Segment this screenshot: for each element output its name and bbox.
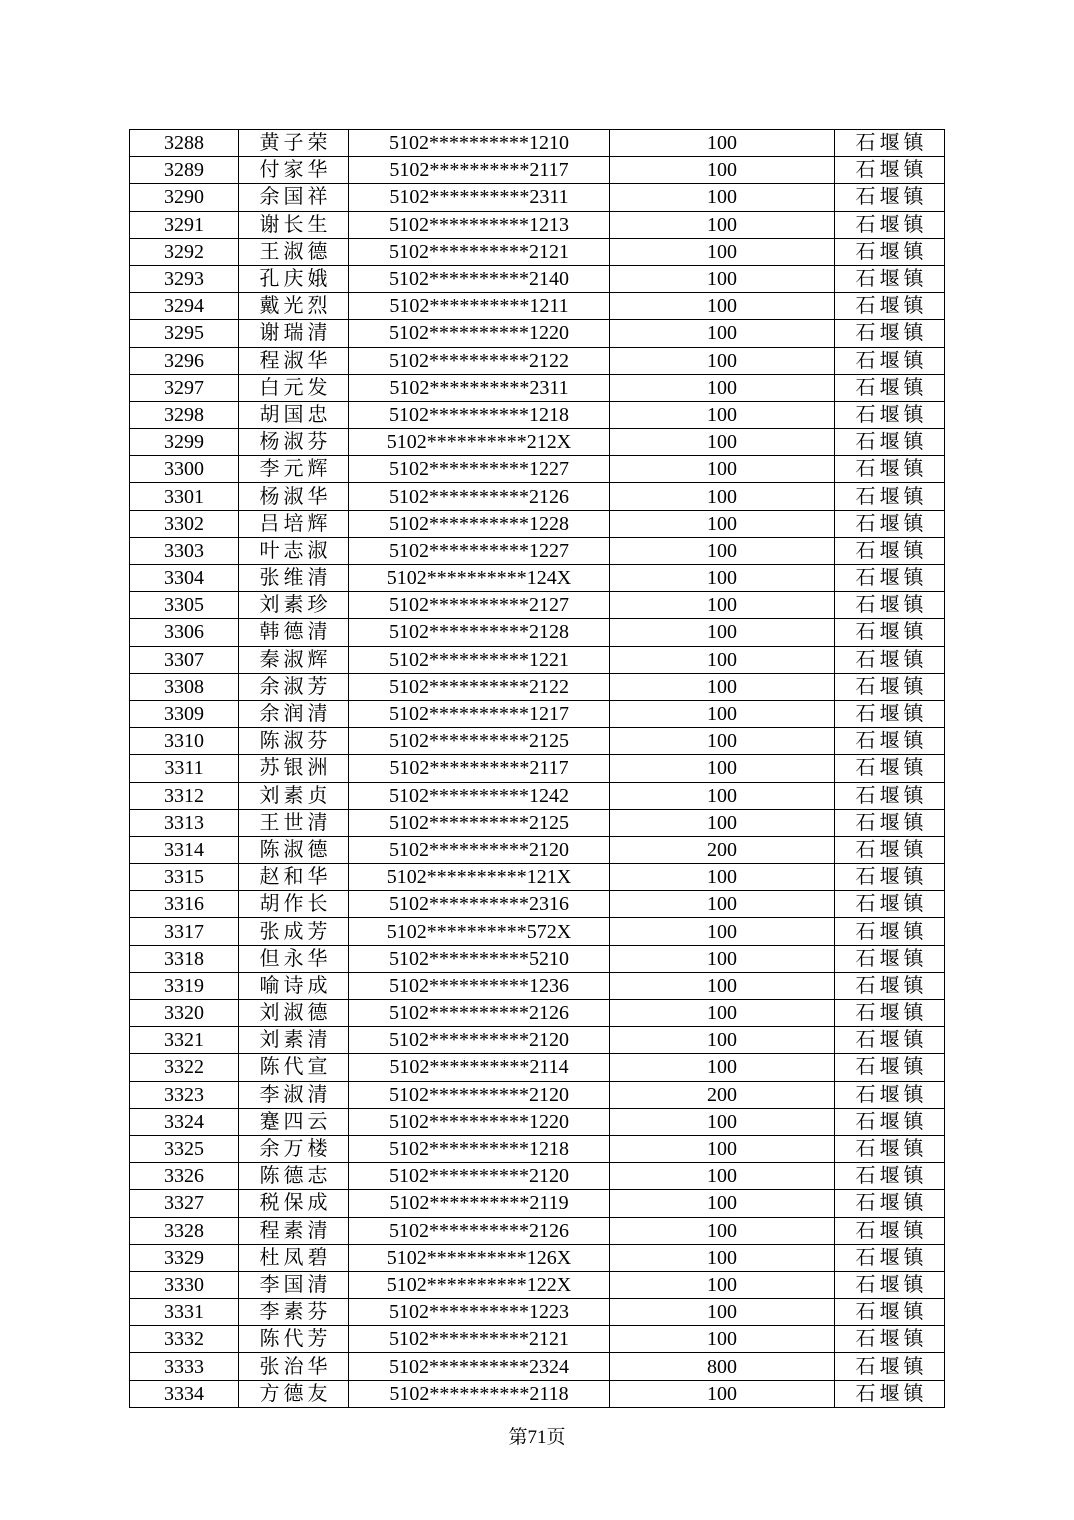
cell-person-name: 谢长生: [239, 211, 349, 238]
cell-person-name: 杜凤碧: [239, 1244, 349, 1271]
table-row: [130, 646, 945, 673]
cell-town: 石堰镇: [835, 293, 945, 320]
cell-serial-number: 3299: [130, 429, 239, 456]
cell-town: 石堰镇: [835, 374, 945, 401]
cell-town: 石堰镇: [835, 891, 945, 918]
cell-person-name: 余万楼: [239, 1135, 349, 1162]
cell-serial-number: 3298: [130, 401, 239, 428]
cell-town: 石堰镇: [835, 320, 945, 347]
cell-town: 石堰镇: [835, 1326, 945, 1353]
cell-serial-number: 3319: [130, 972, 239, 999]
cell-person-name: 胡国忠: [239, 401, 349, 428]
cell-amount: 100: [610, 211, 835, 238]
table-row: [130, 1353, 945, 1380]
table-row: [130, 401, 945, 428]
cell-serial-number: 3313: [130, 809, 239, 836]
cell-amount: 100: [610, 1380, 835, 1407]
cell-amount: 100: [610, 1244, 835, 1271]
table-row: [130, 1108, 945, 1135]
cell-id-number: 5102**********2118: [349, 1380, 610, 1407]
cell-amount: 100: [610, 1326, 835, 1353]
cell-amount: 100: [610, 782, 835, 809]
cell-serial-number: 3311: [130, 755, 239, 782]
table-row: [130, 1081, 945, 1108]
cell-id-number: 5102**********121X: [349, 864, 610, 891]
cell-serial-number: 3328: [130, 1217, 239, 1244]
cell-town: 石堰镇: [835, 238, 945, 265]
cell-amount: 100: [610, 483, 835, 510]
table-row: [130, 1054, 945, 1081]
cell-serial-number: 3330: [130, 1271, 239, 1298]
cell-person-name: 胡作长: [239, 891, 349, 918]
cell-town: 石堰镇: [835, 1108, 945, 1135]
cell-person-name: 刘素贞: [239, 782, 349, 809]
cell-id-number: 5102**********2119: [349, 1190, 610, 1217]
cell-person-name: 程素清: [239, 1217, 349, 1244]
cell-amount: 100: [610, 619, 835, 646]
cell-town: 石堰镇: [835, 700, 945, 727]
table-row: [130, 864, 945, 891]
cell-id-number: 5102**********1220: [349, 320, 610, 347]
cell-amount: 100: [610, 429, 835, 456]
cell-person-name: 孔庆娥: [239, 265, 349, 292]
cell-person-name: 韩德清: [239, 619, 349, 646]
cell-id-number: 5102**********2120: [349, 836, 610, 863]
table-row: [130, 537, 945, 564]
table-row: [130, 1271, 945, 1298]
cell-serial-number: 3314: [130, 836, 239, 863]
cell-serial-number: 3305: [130, 592, 239, 619]
table-row: [130, 673, 945, 700]
cell-id-number: 5102**********1220: [349, 1108, 610, 1135]
cell-id-number: 5102**********2121: [349, 238, 610, 265]
cell-person-name: 白元发: [239, 374, 349, 401]
cell-amount: 100: [610, 1027, 835, 1054]
cell-town: 石堰镇: [835, 483, 945, 510]
cell-person-name: 叶志淑: [239, 537, 349, 564]
cell-amount: 100: [610, 864, 835, 891]
cell-serial-number: 3327: [130, 1190, 239, 1217]
cell-id-number: 5102**********572X: [349, 918, 610, 945]
cell-town: 石堰镇: [835, 972, 945, 999]
cell-town: 石堰镇: [835, 728, 945, 755]
table-row: [130, 1244, 945, 1271]
cell-amount: 100: [610, 972, 835, 999]
cell-town: 石堰镇: [835, 782, 945, 809]
cell-person-name: 李元辉: [239, 456, 349, 483]
cell-person-name: 余淑芳: [239, 673, 349, 700]
cell-serial-number: 3307: [130, 646, 239, 673]
cell-id-number: 5102**********2311: [349, 184, 610, 211]
cell-id-number: 5102**********1210: [349, 130, 610, 157]
table-row: [130, 157, 945, 184]
cell-amount: 100: [610, 945, 835, 972]
cell-town: 石堰镇: [835, 265, 945, 292]
cell-person-name: 程淑华: [239, 347, 349, 374]
cell-person-name: 陈代宣: [239, 1054, 349, 1081]
cell-person-name: 陈德志: [239, 1163, 349, 1190]
table-row: [130, 1163, 945, 1190]
cell-town: 石堰镇: [835, 1163, 945, 1190]
cell-amount: 100: [610, 755, 835, 782]
cell-id-number: 5102**********126X: [349, 1244, 610, 1271]
cell-id-number: 5102**********2126: [349, 483, 610, 510]
cell-serial-number: 3303: [130, 537, 239, 564]
roster-table: [129, 129, 945, 1408]
cell-person-name: 余润清: [239, 700, 349, 727]
cell-town: 石堰镇: [835, 673, 945, 700]
cell-amount: 100: [610, 592, 835, 619]
cell-id-number: 5102**********2324: [349, 1353, 610, 1380]
cell-person-name: 陈淑德: [239, 836, 349, 863]
cell-id-number: 5102**********5210: [349, 945, 610, 972]
cell-person-name: 张成芳: [239, 918, 349, 945]
cell-serial-number: 3326: [130, 1163, 239, 1190]
cell-serial-number: 3320: [130, 1000, 239, 1027]
roster-table-body: [130, 130, 945, 1408]
cell-amount: 100: [610, 646, 835, 673]
cell-id-number: 5102**********1223: [349, 1299, 610, 1326]
cell-town: 石堰镇: [835, 755, 945, 782]
cell-town: 石堰镇: [835, 646, 945, 673]
cell-id-number: 5102**********2117: [349, 755, 610, 782]
cell-town: 石堰镇: [835, 619, 945, 646]
cell-serial-number: 3312: [130, 782, 239, 809]
cell-id-number: 5102**********124X: [349, 565, 610, 592]
cell-amount: 100: [610, 456, 835, 483]
cell-id-number: 5102**********2120: [349, 1081, 610, 1108]
table-row: [130, 265, 945, 292]
cell-person-name: 张治华: [239, 1353, 349, 1380]
cell-amount: 100: [610, 1299, 835, 1326]
cell-town: 石堰镇: [835, 945, 945, 972]
cell-id-number: 5102**********2122: [349, 347, 610, 374]
table-row: [130, 565, 945, 592]
cell-id-number: 5102**********1236: [349, 972, 610, 999]
cell-serial-number: 3321: [130, 1027, 239, 1054]
cell-amount: 800: [610, 1353, 835, 1380]
table-row: [130, 972, 945, 999]
cell-person-name: 戴光烈: [239, 293, 349, 320]
cell-id-number: 5102**********2128: [349, 619, 610, 646]
cell-amount: 100: [610, 1163, 835, 1190]
cell-amount: 100: [610, 1190, 835, 1217]
table-row: [130, 347, 945, 374]
cell-person-name: 王淑德: [239, 238, 349, 265]
cell-town: 石堰镇: [835, 184, 945, 211]
cell-id-number: 5102**********2316: [349, 891, 610, 918]
cell-id-number: 5102**********1228: [349, 510, 610, 537]
cell-serial-number: 3297: [130, 374, 239, 401]
cell-person-name: 余国祥: [239, 184, 349, 211]
table-row: [130, 592, 945, 619]
cell-town: 石堰镇: [835, 918, 945, 945]
cell-id-number: 5102**********2122: [349, 673, 610, 700]
cell-town: 石堰镇: [835, 1190, 945, 1217]
cell-id-number: 5102**********2127: [349, 592, 610, 619]
cell-id-number: 5102**********1227: [349, 537, 610, 564]
cell-town: 石堰镇: [835, 1353, 945, 1380]
cell-serial-number: 3291: [130, 211, 239, 238]
cell-town: 石堰镇: [835, 157, 945, 184]
table-row: [130, 1000, 945, 1027]
cell-amount: 100: [610, 918, 835, 945]
cell-id-number: 5102**********1213: [349, 211, 610, 238]
table-row: [130, 728, 945, 755]
cell-serial-number: 3306: [130, 619, 239, 646]
cell-serial-number: 3295: [130, 320, 239, 347]
cell-person-name: 李淑清: [239, 1081, 349, 1108]
cell-serial-number: 3318: [130, 945, 239, 972]
cell-town: 石堰镇: [835, 429, 945, 456]
table-row: [130, 755, 945, 782]
table-row: [130, 809, 945, 836]
table-row: [130, 1135, 945, 1162]
cell-amount: 100: [610, 293, 835, 320]
cell-person-name: 李国清: [239, 1271, 349, 1298]
cell-serial-number: 3317: [130, 918, 239, 945]
table-row: [130, 293, 945, 320]
table-row: [130, 782, 945, 809]
cell-serial-number: 3290: [130, 184, 239, 211]
cell-id-number: 5102**********2125: [349, 728, 610, 755]
cell-amount: 100: [610, 1000, 835, 1027]
cell-person-name: 付家华: [239, 157, 349, 184]
cell-town: 石堰镇: [835, 836, 945, 863]
cell-serial-number: 3294: [130, 293, 239, 320]
cell-town: 石堰镇: [835, 510, 945, 537]
table-row: [130, 1380, 945, 1407]
table-row: [130, 700, 945, 727]
table-row: [130, 836, 945, 863]
cell-serial-number: 3322: [130, 1054, 239, 1081]
cell-amount: 100: [610, 673, 835, 700]
cell-person-name: 蹇四云: [239, 1108, 349, 1135]
cell-amount: 100: [610, 728, 835, 755]
cell-town: 石堰镇: [835, 1054, 945, 1081]
cell-id-number: 5102**********2121: [349, 1326, 610, 1353]
cell-amount: 100: [610, 1135, 835, 1162]
cell-serial-number: 3309: [130, 700, 239, 727]
cell-person-name: 但永华: [239, 945, 349, 972]
cell-town: 石堰镇: [835, 211, 945, 238]
cell-serial-number: 3288: [130, 130, 239, 157]
table-row: [130, 1217, 945, 1244]
cell-id-number: 5102**********2114: [349, 1054, 610, 1081]
cell-person-name: 王世清: [239, 809, 349, 836]
cell-amount: 100: [610, 891, 835, 918]
cell-town: 石堰镇: [835, 1081, 945, 1108]
cell-amount: 100: [610, 374, 835, 401]
cell-person-name: 吕培辉: [239, 510, 349, 537]
cell-id-number: 5102**********2125: [349, 809, 610, 836]
cell-serial-number: 3333: [130, 1353, 239, 1380]
table-row: [130, 320, 945, 347]
cell-person-name: 张维清: [239, 565, 349, 592]
cell-amount: 200: [610, 1081, 835, 1108]
cell-serial-number: 3296: [130, 347, 239, 374]
cell-serial-number: 3334: [130, 1380, 239, 1407]
cell-town: 石堰镇: [835, 456, 945, 483]
cell-amount: 100: [610, 130, 835, 157]
cell-serial-number: 3331: [130, 1299, 239, 1326]
table-row: [130, 891, 945, 918]
cell-serial-number: 3304: [130, 565, 239, 592]
cell-town: 石堰镇: [835, 864, 945, 891]
cell-amount: 100: [610, 1108, 835, 1135]
cell-serial-number: 3332: [130, 1326, 239, 1353]
cell-person-name: 杨淑华: [239, 483, 349, 510]
cell-serial-number: 3308: [130, 673, 239, 700]
cell-amount: 100: [610, 700, 835, 727]
cell-amount: 100: [610, 320, 835, 347]
table-row: [130, 483, 945, 510]
table-row: [130, 918, 945, 945]
cell-serial-number: 3289: [130, 157, 239, 184]
table-row: [130, 1027, 945, 1054]
cell-amount: 100: [610, 265, 835, 292]
cell-serial-number: 3315: [130, 864, 239, 891]
cell-amount: 100: [610, 1271, 835, 1298]
cell-id-number: 5102**********1217: [349, 700, 610, 727]
cell-person-name: 杨淑芬: [239, 429, 349, 456]
cell-id-number: 5102**********1218: [349, 401, 610, 428]
cell-amount: 100: [610, 537, 835, 564]
cell-town: 石堰镇: [835, 592, 945, 619]
table-row: [130, 184, 945, 211]
cell-person-name: 秦淑辉: [239, 646, 349, 673]
cell-person-name: 赵和华: [239, 864, 349, 891]
cell-id-number: 5102**********1211: [349, 293, 610, 320]
cell-id-number: 5102**********2126: [349, 1217, 610, 1244]
table-row: [130, 130, 945, 157]
cell-town: 石堰镇: [835, 1217, 945, 1244]
table-row: [130, 619, 945, 646]
cell-amount: 100: [610, 347, 835, 374]
cell-town: 石堰镇: [835, 1299, 945, 1326]
cell-person-name: 陈代芳: [239, 1326, 349, 1353]
cell-amount: 100: [610, 1054, 835, 1081]
table-row: [130, 1326, 945, 1353]
cell-person-name: 方德友: [239, 1380, 349, 1407]
cell-id-number: 5102**********2117: [349, 157, 610, 184]
table-row: [130, 211, 945, 238]
cell-id-number: 5102**********1227: [349, 456, 610, 483]
cell-id-number: 5102**********212X: [349, 429, 610, 456]
table-row: [130, 456, 945, 483]
cell-amount: 100: [610, 809, 835, 836]
table-row: [130, 1190, 945, 1217]
cell-serial-number: 3302: [130, 510, 239, 537]
cell-town: 石堰镇: [835, 1027, 945, 1054]
cell-id-number: 5102**********1242: [349, 782, 610, 809]
cell-person-name: 刘淑德: [239, 1000, 349, 1027]
cell-amount: 100: [610, 510, 835, 537]
cell-person-name: 税保成: [239, 1190, 349, 1217]
cell-serial-number: 3300: [130, 456, 239, 483]
cell-serial-number: 3301: [130, 483, 239, 510]
cell-id-number: 5102**********1218: [349, 1135, 610, 1162]
cell-town: 石堰镇: [835, 347, 945, 374]
cell-town: 石堰镇: [835, 1135, 945, 1162]
cell-town: 石堰镇: [835, 1271, 945, 1298]
cell-town: 石堰镇: [835, 1380, 945, 1407]
cell-serial-number: 3325: [130, 1135, 239, 1162]
cell-town: 石堰镇: [835, 1244, 945, 1271]
cell-id-number: 5102**********1221: [349, 646, 610, 673]
table-row: [130, 374, 945, 401]
table-row: [130, 945, 945, 972]
cell-serial-number: 3292: [130, 238, 239, 265]
cell-person-name: 李素芬: [239, 1299, 349, 1326]
cell-id-number: 5102**********2311: [349, 374, 610, 401]
cell-id-number: 5102**********2120: [349, 1163, 610, 1190]
cell-amount: 100: [610, 1217, 835, 1244]
cell-town: 石堰镇: [835, 401, 945, 428]
cell-amount: 100: [610, 238, 835, 265]
cell-id-number: 5102**********2140: [349, 265, 610, 292]
cell-serial-number: 3293: [130, 265, 239, 292]
cell-person-name: 刘素珍: [239, 592, 349, 619]
cell-town: 石堰镇: [835, 809, 945, 836]
cell-person-name: 喻诗成: [239, 972, 349, 999]
cell-town: 石堰镇: [835, 130, 945, 157]
table-row: [130, 510, 945, 537]
table-row: [130, 238, 945, 265]
cell-town: 石堰镇: [835, 1000, 945, 1027]
cell-serial-number: 3324: [130, 1108, 239, 1135]
table-row: [130, 1299, 945, 1326]
cell-amount: 100: [610, 401, 835, 428]
cell-id-number: 5102**********122X: [349, 1271, 610, 1298]
table-row: [130, 429, 945, 456]
cell-person-name: 刘素清: [239, 1027, 349, 1054]
cell-amount: 100: [610, 565, 835, 592]
cell-town: 石堰镇: [835, 565, 945, 592]
cell-serial-number: 3310: [130, 728, 239, 755]
cell-amount: 200: [610, 836, 835, 863]
cell-serial-number: 3329: [130, 1244, 239, 1271]
cell-person-name: 谢瑞清: [239, 320, 349, 347]
cell-town: 石堰镇: [835, 537, 945, 564]
cell-serial-number: 3323: [130, 1081, 239, 1108]
cell-amount: 100: [610, 184, 835, 211]
cell-amount: 100: [610, 157, 835, 184]
cell-id-number: 5102**********2120: [349, 1027, 610, 1054]
cell-id-number: 5102**********2126: [349, 1000, 610, 1027]
cell-serial-number: 3316: [130, 891, 239, 918]
cell-person-name: 黄子荣: [239, 130, 349, 157]
cell-person-name: 陈淑芬: [239, 728, 349, 755]
cell-person-name: 苏银洲: [239, 755, 349, 782]
page-number: 第71页: [508, 1427, 566, 1448]
